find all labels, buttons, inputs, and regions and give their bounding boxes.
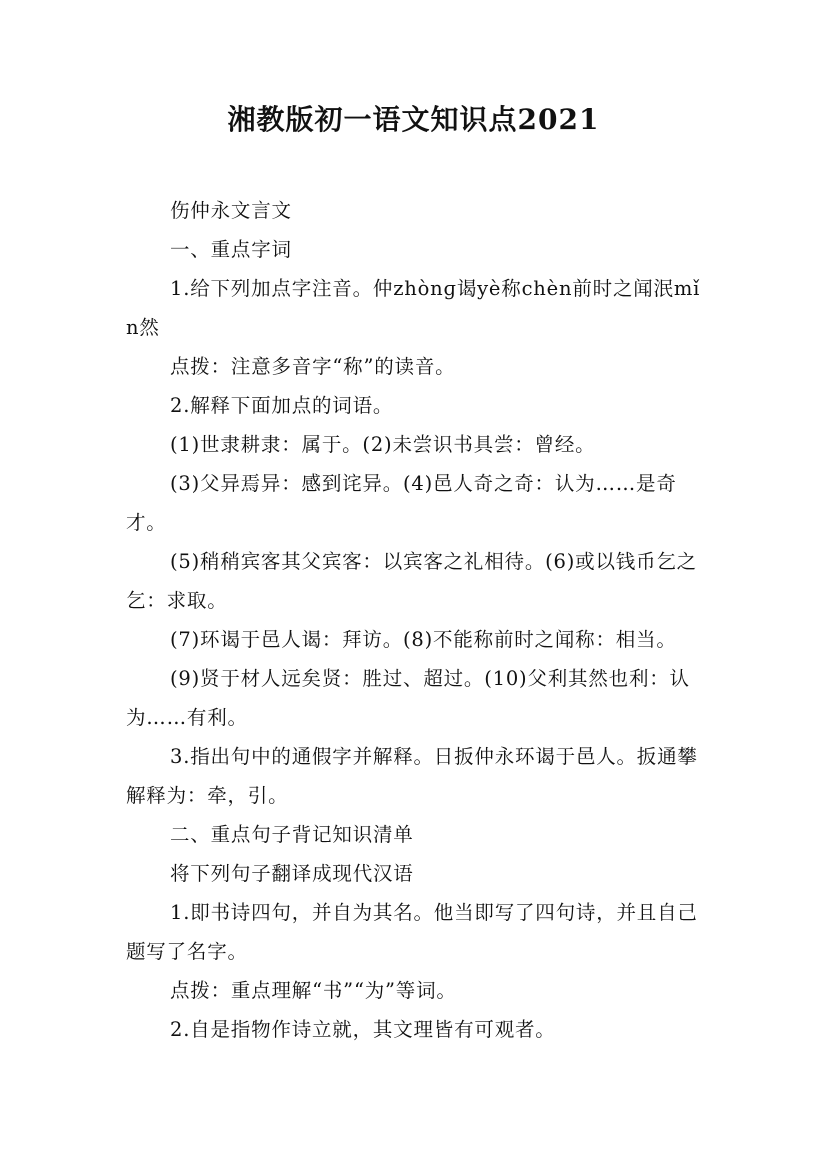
paragraph-item-1-2: (1)世隶耕隶：属于。(2)未尝识书具尝：曾经。 [170,433,596,456]
document-body [126,191,706,1049]
paragraph-item-5-6: (5)稍稍宾客其父宾客：以宾客之礼相待。(6)或以钱币乞之乞：求取。 [126,550,697,612]
section-heading-key-words: 一、重点字词 [170,238,292,261]
paragraph-hint-2: 点拨：重点理解“书”“为”等词。 [170,979,457,1002]
document-title: 湘教版初一语文知识点2021 [227,103,600,136]
paragraph-sentence-1: 1.即书诗四句，并自为其名。他当即写了四句诗，并且自己题写了名字。 [126,901,698,963]
paragraph-heading-text: 伤仲永文言文 [170,199,292,222]
section-heading-key-sentences: 二、重点句子背记知识清单 [170,823,414,846]
paragraph-sentence-2: 2.自是指物作诗立就，其文理皆有可观者。 [170,1018,556,1041]
paragraph-hint-1: 点拨：注意多音字“称”的读音。 [170,355,456,378]
paragraph-explain-words: 2.解释下面加点的词语。 [170,394,394,417]
paragraph-item-3-4: (3)父异焉异：感到诧异。(4)邑人奇之奇：认为……是奇才。 [126,472,677,534]
paragraph-item-9-10: (9)贤于材人远矣贤：胜过、超过。(10)父利其然也利：认为……有利。 [126,667,690,729]
paragraph-item-7-8: (7)环谒于邑人谒：拜访。(8)不能称前时之闻称：相当。 [170,628,677,651]
paragraph-pinyin-exercise: 1.给下列加点字注音。仲zhònɡ谒yè称chèn前时之闻泯mǐn然 [126,277,701,339]
paragraph-tongjia: 3.指出句中的通假字并解释。日扳仲永环谒于邑人。扳通攀解释为：牵，引。 [126,745,698,807]
paragraph-translate-instruction: 将下列句子翻译成现代汉语 [170,862,414,885]
